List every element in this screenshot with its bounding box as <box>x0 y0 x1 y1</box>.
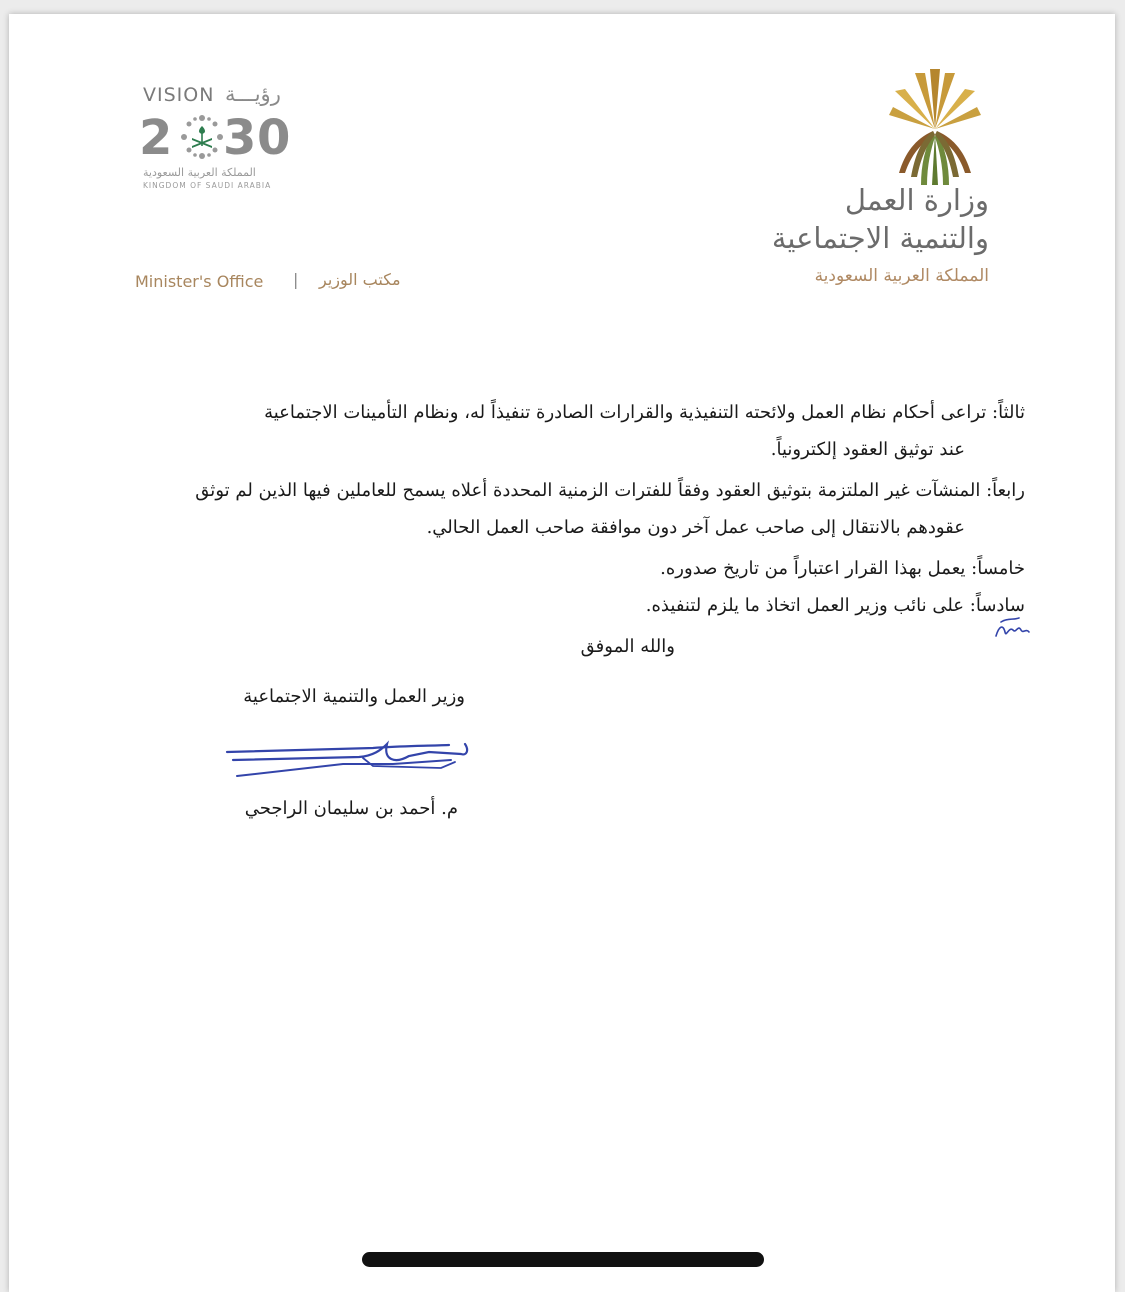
clause-line-continued: عند توثيق العقود إلكترونياً. <box>770 439 965 460</box>
ministry-name-line-2: والتنمية الاجتماعية <box>771 221 989 255</box>
vision-arabic-word: رؤيـــة <box>225 82 281 106</box>
year-digit-2: 2 <box>139 110 173 166</box>
vision-2030-logo <box>137 80 302 196</box>
clause-third <box>87 394 1025 468</box>
palm-tree-icon <box>875 69 995 187</box>
clause-label: سادساً: <box>969 595 1025 616</box>
year-digit-3: 3 <box>223 110 257 166</box>
clause-line-continued: عقودهم بالانتقال إلى صاحب عمل آخر دون موافقة صاحب العمل الحالي. <box>426 517 965 538</box>
year-digit-0: 0 <box>257 110 291 166</box>
office-separator: | <box>293 270 299 289</box>
clause-sixth <box>87 587 1025 624</box>
clause-label: خامساً: <box>971 558 1025 579</box>
vision-kingdom-arabic: المملكة العربية السعودية <box>143 166 256 179</box>
vision-word: VISION <box>143 84 215 106</box>
clause-line: المنشآت غير الملتزمة بتوثيق العقود وفقاً للفترات الزمنية المحددة أعلاه يسمح للعاملين فيها الذين لم توثق <box>195 480 981 501</box>
office-english: Minister's Office <box>135 272 264 291</box>
clause-fourth <box>87 472 1025 546</box>
home-indicator[interactable] <box>362 1252 764 1267</box>
ministry-country: المملكة العربية السعودية <box>814 266 989 286</box>
ministry-name-line-1: وزارة العمل <box>844 183 989 217</box>
clause-label: رابعاً: <box>986 480 1025 501</box>
clause-line: تراعى أحكام نظام العمل ولائحته التنفيذية والقرارات الصادرة تنفيذاً له، ونظام التأمينات الاجتماعية <box>264 402 987 423</box>
vision-title-row <box>137 84 297 108</box>
vision-kingdom-english: KINGDOM OF SAUDI ARABIA <box>143 181 272 190</box>
office-line <box>135 270 435 296</box>
signatory-title: وزير العمل والتنمية الاجتماعية <box>243 686 465 707</box>
signature-icon <box>223 730 483 790</box>
clause-label: ثالثاً: <box>992 402 1025 423</box>
clause-fifth <box>87 550 1025 587</box>
clause-line: يعمل بهذا القرار اعتباراً من تاريخ صدوره. <box>660 558 966 579</box>
document-page <box>9 14 1115 1292</box>
saudi-emblem-icon <box>179 112 225 162</box>
ministry-logo <box>755 69 995 299</box>
signatory-name: م. أحمد بن سليمان الراجحي <box>244 798 458 819</box>
vision-year <box>139 110 299 166</box>
closing-phrase: والله الموفق <box>580 636 675 657</box>
office-arabic: مكتب الوزير <box>319 270 401 289</box>
clause-line: على نائب وزير العمل اتخاذ ما يلزم لتنفيذه. <box>645 595 965 616</box>
handwritten-initial-icon <box>993 612 1033 646</box>
